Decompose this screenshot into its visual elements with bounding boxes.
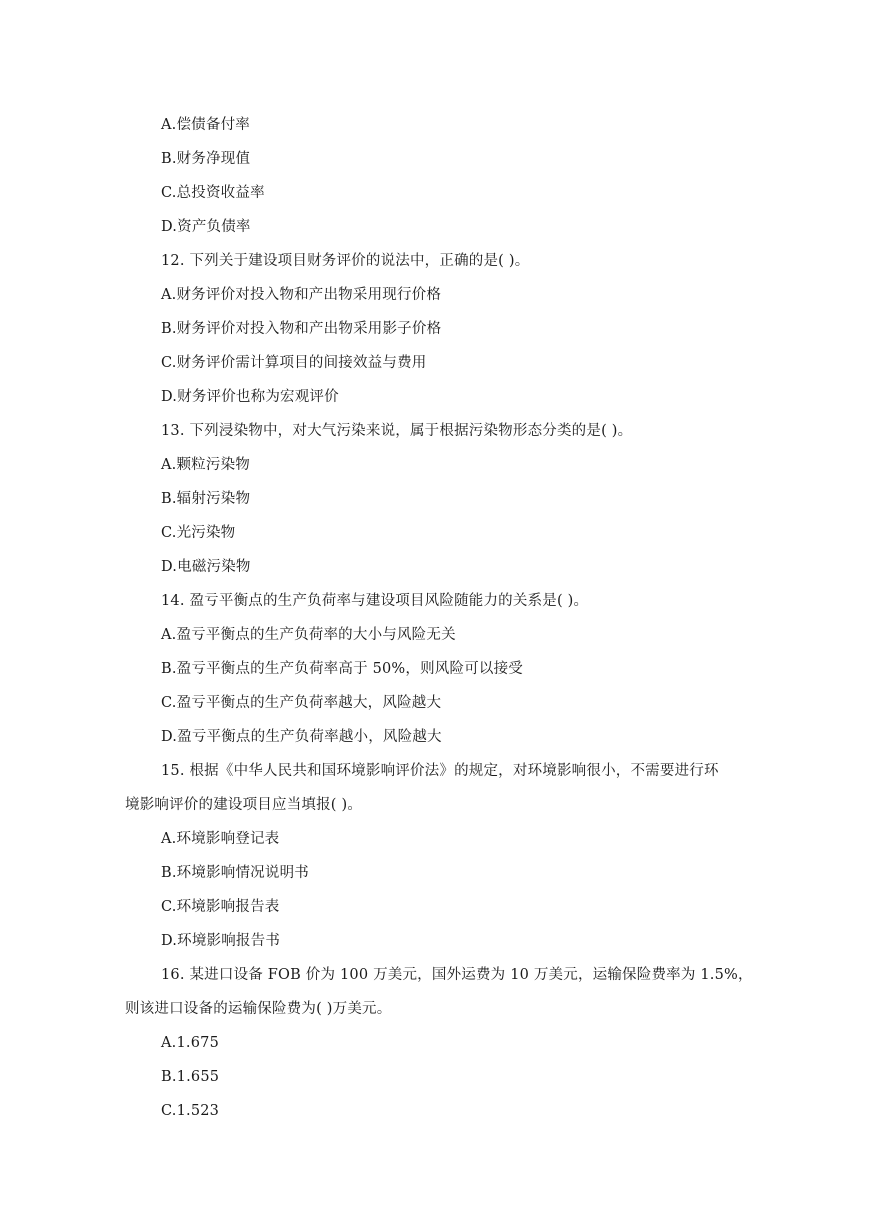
question-15: 15. 根据《中华人民共和国环境影响评价法》的规定，对环境影响很小，不需要进行环 xyxy=(161,763,719,779)
option-line: D.电磁污染物 xyxy=(161,559,251,575)
option-line: B.财务净现值 xyxy=(161,151,251,167)
option-line: A.颗粒污染物 xyxy=(161,457,250,473)
option-line: B.盈亏平衡点的生产负荷率高于 50%，则风险可以接受 xyxy=(161,661,524,677)
option-line: A.1.675 xyxy=(161,1035,219,1051)
option-line: D.盈亏平衡点的生产负荷率越小，风险越大 xyxy=(161,729,442,745)
option-line: D.资产负债率 xyxy=(161,219,251,235)
option-line: C.盈亏平衡点的生产负荷率越大，风险越大 xyxy=(161,695,442,711)
question-12: 12. 下列关于建设项目财务评价的说法中，正确的是( )。 xyxy=(161,253,530,269)
question-16-continued: 则该进口设备的运输保险费为( )万美元。 xyxy=(125,1001,392,1017)
option-line: C.财务评价需计算项目的间接效益与费用 xyxy=(161,355,427,371)
option-line: C.环境影响报告表 xyxy=(161,899,280,915)
option-line: A.环境影响登记表 xyxy=(161,831,280,847)
option-line: D.环境影响报告书 xyxy=(161,933,281,949)
option-line: B.环境影响情况说明书 xyxy=(161,865,309,881)
option-line: A.偿债备付率 xyxy=(161,117,250,133)
option-line: D.财务评价也称为宏观评价 xyxy=(161,389,339,405)
option-line: B.财务评价对投入物和产出物采用影子价格 xyxy=(161,321,442,337)
option-line: C.1.523 xyxy=(161,1103,220,1119)
option-line: A.盈亏平衡点的生产负荷率的大小与风险无关 xyxy=(161,627,456,643)
question-14: 14. 盈亏平衡点的生产负荷率与建设项目风险随能力的关系是( )。 xyxy=(161,593,589,609)
option-line: C.总投资收益率 xyxy=(161,185,265,201)
option-line: B.辐射污染物 xyxy=(161,491,251,507)
question-15-continued: 境影响评价的建设项目应当填报( )。 xyxy=(125,797,363,813)
document-content xyxy=(125,108,753,1128)
option-line: B.1.655 xyxy=(161,1069,220,1085)
question-13: 13. 下列浸染物中，对大气污染来说，属于根据污染物形态分类的是( )。 xyxy=(161,423,633,439)
option-line: C.光污染物 xyxy=(161,525,236,541)
option-line: A.财务评价对投入物和产出物采用现行价格 xyxy=(161,287,442,303)
question-16: 16. 某进口设备 FOB 价为 100 万美元，国外运费为 10 万美元，运输保险费率为 1.5%， xyxy=(161,967,753,983)
